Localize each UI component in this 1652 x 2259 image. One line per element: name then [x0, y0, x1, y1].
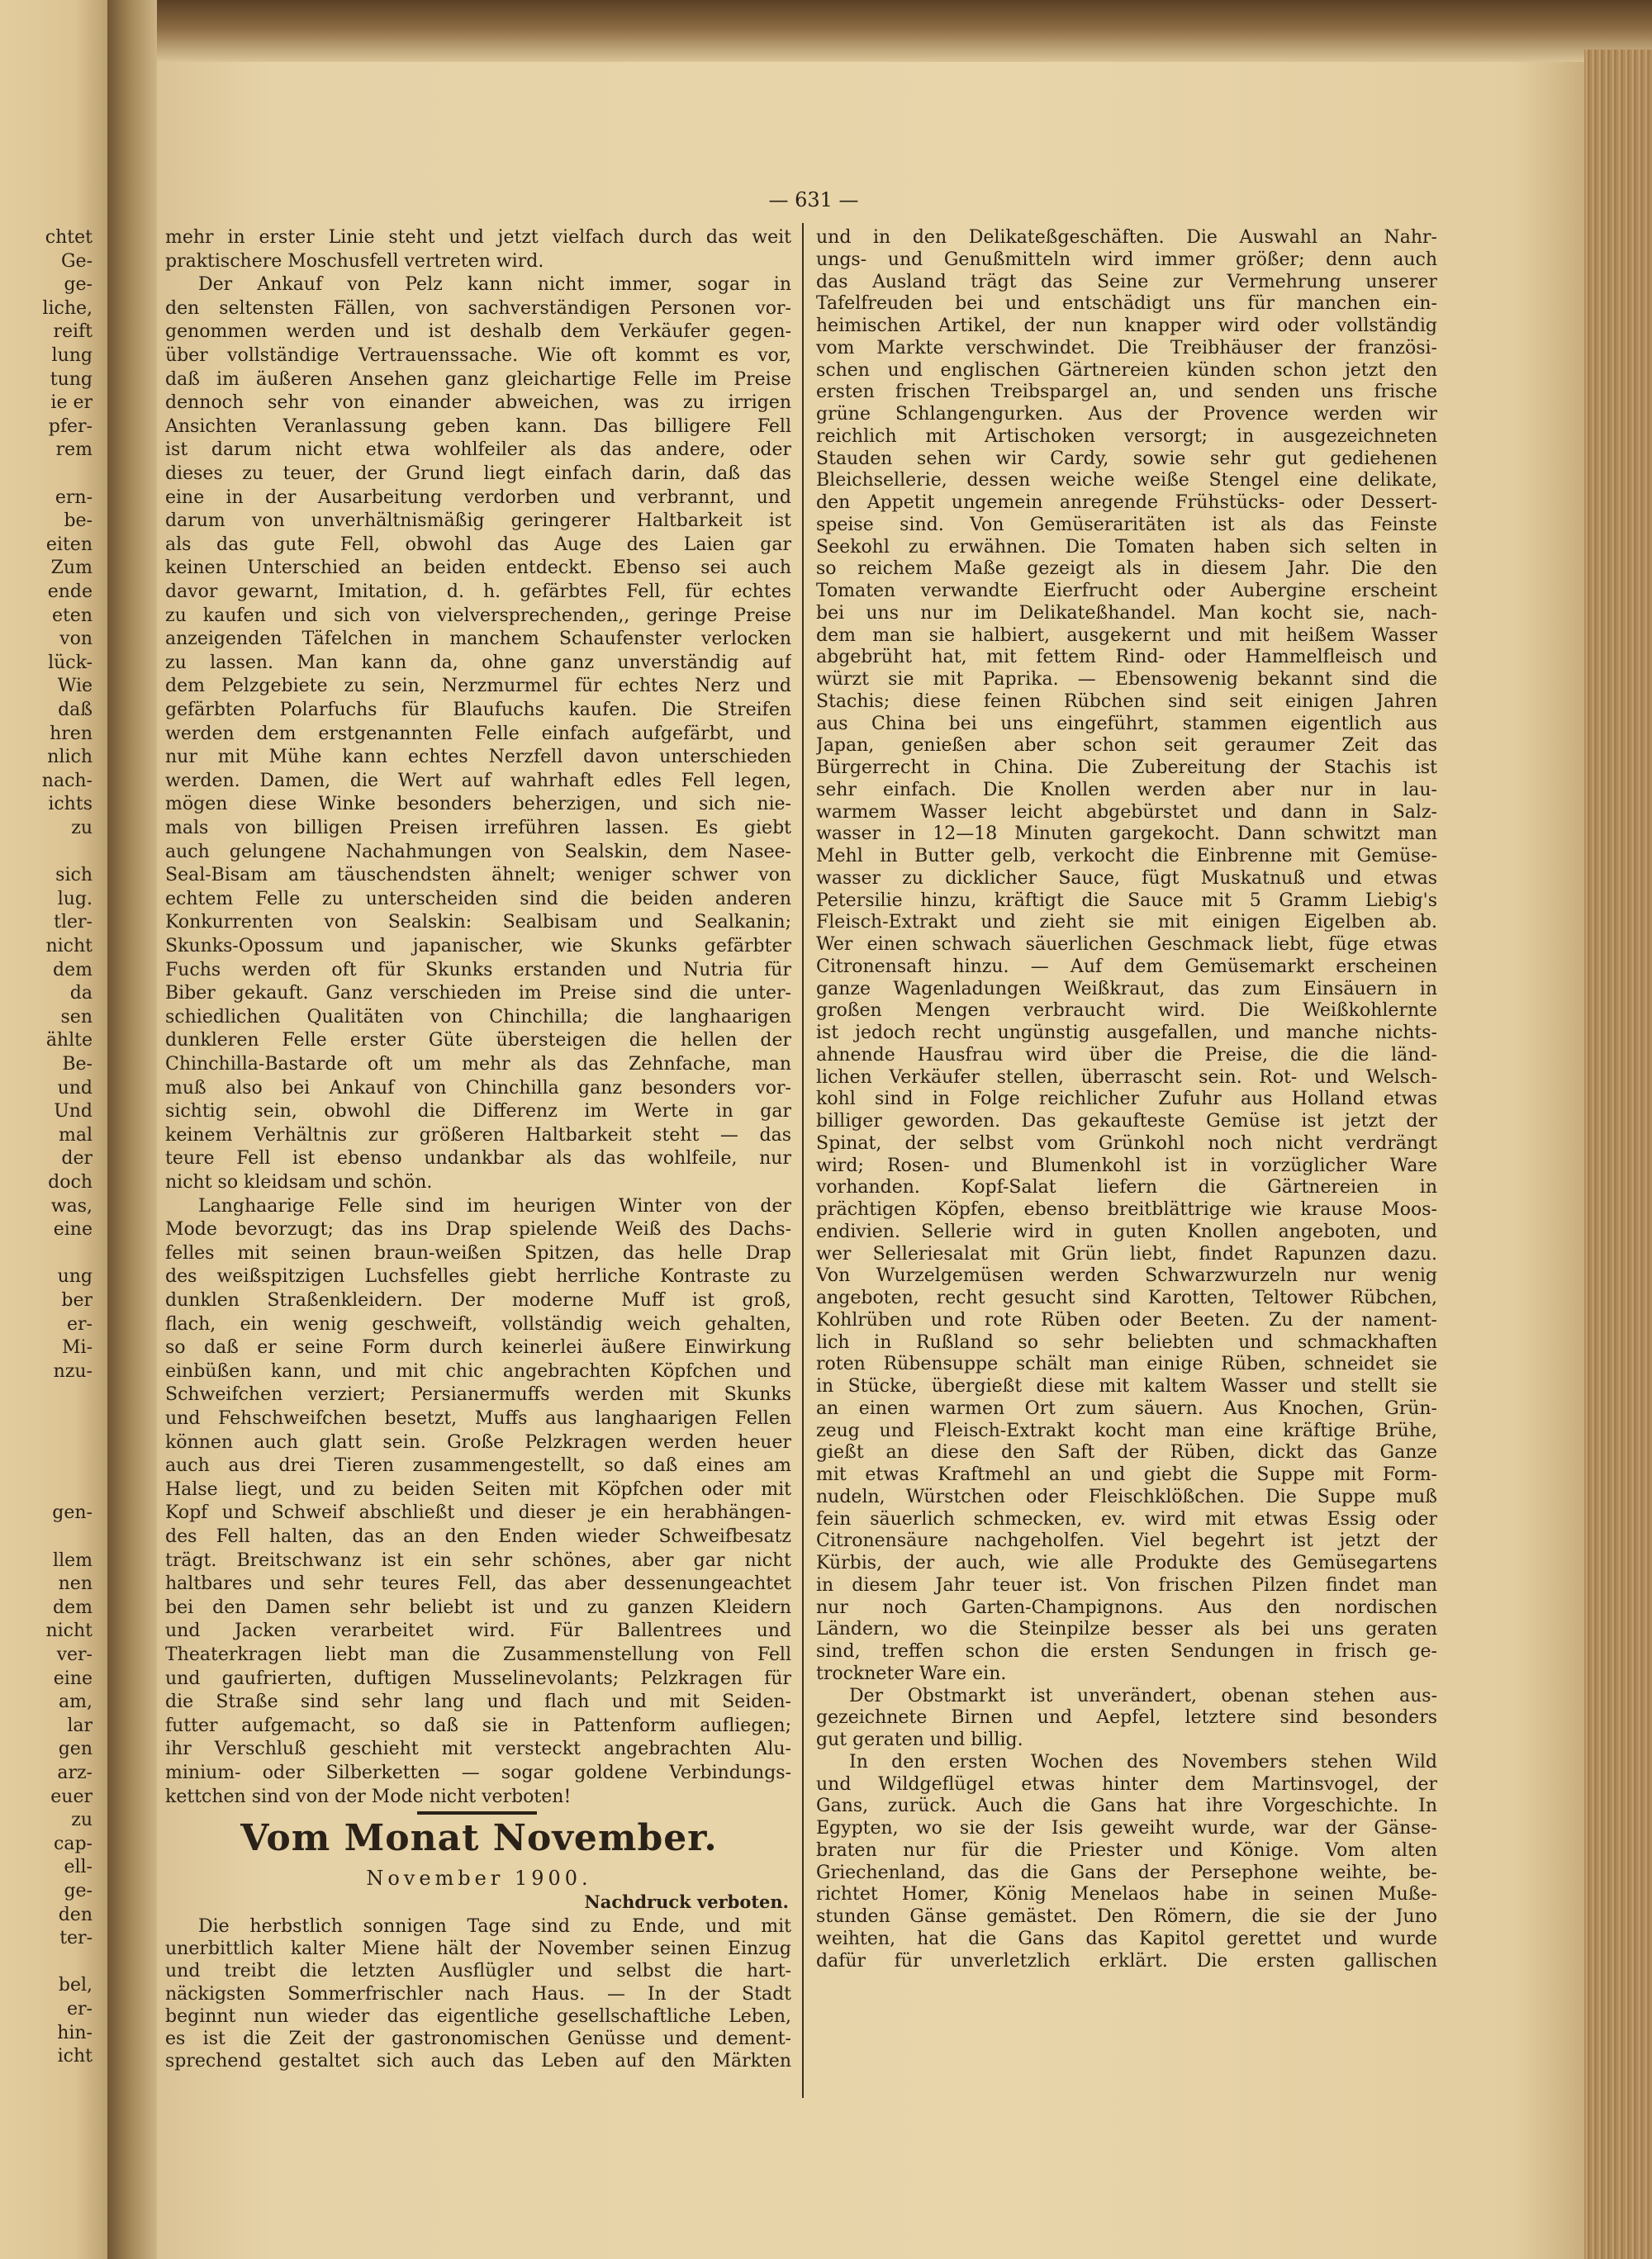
- text-line: wasser in 12—18 Minuten gargekocht. Dann schwitzt man: [816, 823, 1437, 844]
- text-line: wer Selleriesalat mit Grün liebt, findet Rapunzen dazu.: [816, 1244, 1437, 1265]
- text-line: vorhanden. Kopf-Salat liefern die Gärtnereien in: [816, 1177, 1437, 1198]
- article-date: November 1900.: [366, 1867, 592, 1890]
- text-line: Der Obstmarkt ist unverändert, obenan stehen aus-: [849, 1686, 1437, 1706]
- book-top-edge: [157, 0, 1652, 62]
- text-line: daß im äußeren Ansehen ganz gleichartige Felle im Preise: [165, 369, 791, 390]
- page-number: — 631 —: [768, 188, 859, 211]
- text-line: an einen warmen Ort zum säuern. Aus Knochen, Grün-: [816, 1398, 1437, 1419]
- fragment-text: eine: [53, 1668, 93, 1689]
- text-line: Tomaten verwandte Eierfrucht oder Aubergine erscheint: [816, 581, 1437, 601]
- fragment-text: rem: [55, 439, 93, 460]
- fragment-text: ge-: [64, 274, 93, 295]
- text-line: angeboten, recht gesucht sind Karotten, Teltower Rübchen,: [816, 1288, 1437, 1308]
- text-line: Kohlrüben und rote Rüben oder Beeten. Zu der nament-: [816, 1310, 1437, 1331]
- fragment-text: euer: [50, 1787, 93, 1807]
- text-line: Bleichsellerie, dessen weiche weiße Stengel eine delikate,: [816, 470, 1437, 491]
- text-line: dieses zu teuer, der Grund liegt einfach darin, daß das: [165, 463, 791, 484]
- text-line: werden. Damen, die Wert auf wahrhaft edles Fell legen,: [165, 771, 791, 791]
- fragment-text: arz-: [57, 1763, 93, 1783]
- fragment-text: Zum: [50, 558, 93, 578]
- text-line: Kürbis, der auch, wie alle Produkte des Gemüsegartens: [816, 1553, 1437, 1573]
- text-line: lich in Rußland so sehr beliebten und schmackhaften: [816, 1332, 1437, 1353]
- text-line: über vollständige Vertrauenssache. Wie oft kommt es vor,: [165, 345, 791, 366]
- text-line: Griechenland, das die Gans der Persephone weihte, be-: [816, 1863, 1437, 1883]
- text-line: unerbittlich kalter Miene hält der November seinen Einzug: [165, 1939, 791, 1959]
- text-line: es ist die Zeit der gastronomischen Genüsse und dement-: [165, 2029, 791, 2049]
- text-line: Petersilie hinzu, kräftigt die Sauce mit 5 Gramm Liebig's: [816, 890, 1437, 911]
- text-line: Seekohl zu erwähnen. Die Tomaten haben sich selten in: [816, 537, 1437, 558]
- text-line: nicht so kleidsam und schön.: [165, 1172, 433, 1193]
- text-line: billiger geworden. Das gekaufteste Gemüse ist jetzt der: [816, 1111, 1437, 1132]
- text-line: Stachis; diese feinen Rübchen sind seit einigen Jahren: [816, 691, 1437, 712]
- text-line: Chinchilla-Bastarde oft um mehr als das Zehnfache, man: [165, 1054, 791, 1075]
- fragment-text: dem: [53, 960, 93, 980]
- text-line: schen und englischen Gärtnereien künden schon jetzt den: [816, 360, 1437, 381]
- text-line: ersten frischen Treibspargel an, und senden uns frische: [816, 382, 1437, 402]
- text-line: die Straße sind sehr lang und flach und mit Seiden-: [165, 1692, 791, 1712]
- text-line: Citronensaft hinzu. — Auf dem Gemüsemarkt erscheinen: [816, 956, 1437, 977]
- text-line: Schweifchen verziert; Persianermuffs werden mit Skunks: [165, 1384, 791, 1405]
- text-line: mehr in erster Linie steht und jetzt vielfach durch das weit: [165, 227, 791, 248]
- text-line: trägt. Breitschwanz ist ein sehr schönes, aber gar nicht: [165, 1550, 791, 1571]
- text-line: weihten, hat die Gans das Kapitol gerettet und wurde: [816, 1929, 1437, 1949]
- text-line: felles mit seinen braun-weißen Spitzen, das helle Drap: [165, 1243, 791, 1264]
- fragment-text: er-: [67, 1999, 93, 2019]
- text-line: mögen diese Winke besonders beherzigen, und sich nie-: [165, 794, 791, 814]
- text-line: sind, treffen schon die ersten Sendungen in frisch ge-: [816, 1641, 1437, 1662]
- text-line: einbüßen kann, und mit chic angebrachten Köpfchen und: [165, 1361, 791, 1382]
- text-line: warmem Wasser leicht abgebürstet und dann in Salz-: [816, 802, 1437, 823]
- text-line: Bürgerrecht in China. Die Zubereitung der Stachis ist: [816, 757, 1437, 778]
- text-line: mals von billigen Preisen irreführen lassen. Es giebt: [165, 818, 791, 838]
- text-line: mit etwas Kraftmehl an und giebt die Suppe mit Form-: [816, 1464, 1437, 1485]
- text-line: Skunks-Opossum und japanischer, wie Skunks gefärbter: [165, 936, 791, 956]
- fragment-text: ell-: [64, 1857, 93, 1877]
- text-line: bei uns nur im Delikateßhandel. Man kocht sie, nach-: [816, 603, 1437, 624]
- fragment-text: eiten: [45, 534, 93, 555]
- text-line: abgebrüht hat, mit fettem Rind- oder Hammelfleisch und: [816, 647, 1437, 667]
- fragment-text: pfer-: [48, 416, 93, 437]
- text-line: ist darum nicht etwa wohlfeiler als das andere, oder: [165, 439, 791, 460]
- text-line: Mehl in Butter gelb, verkocht die Einbrenne mit Gemüse-: [816, 846, 1437, 866]
- fragment-text: cap-: [54, 1834, 93, 1854]
- text-line: Die herbstlich sonnigen Tage sind zu Ende, und mit: [198, 1916, 791, 1937]
- text-line: vom Markte verschwindet. Die Treibhäuser der französi-: [816, 338, 1437, 358]
- text-line: und in den Delikateßgeschäften. Die Auswahl an Nahr-: [816, 227, 1437, 248]
- text-line: sprechend gestaltet sich auch das Leben auf den Märkten: [165, 2051, 791, 2072]
- text-line: das Ausland trägt das Seine zur Vermehrung unserer: [816, 272, 1437, 292]
- column-divider: [802, 223, 804, 2098]
- fragment-text: ie er: [50, 392, 93, 413]
- section-divider: [417, 1811, 537, 1815]
- fragment-text: zu: [71, 1810, 93, 1830]
- text-line: können auch glatt sein. Große Pelzkragen werden heuer: [165, 1432, 791, 1453]
- text-line: echtem Felle zu unterscheiden sind die beiden anderen: [165, 889, 791, 909]
- text-line: wird; Rosen- und Blumenkohl ist in vorzüglicher Ware: [816, 1156, 1437, 1176]
- text-line: nur noch Garten-Champignons. Aus den nordischen: [816, 1597, 1437, 1618]
- fragment-text: nicht: [45, 1621, 93, 1641]
- fragment-text: nicht: [45, 936, 93, 956]
- text-line: kohl sind in Folge reichlicher Zufuhr aus Holland etwas: [816, 1089, 1437, 1109]
- fragment-text: tler-: [54, 912, 93, 933]
- text-line: näckigsten Sommerfrischler nach Haus. — In der Stadt: [165, 1984, 791, 2005]
- text-line: Fleisch-Extrakt und zieht sie mit einigen Eigelben ab.: [816, 912, 1437, 933]
- text-line: nur mit Mühe kann echtes Nerzfell davon unterschieden: [165, 747, 791, 767]
- text-line: praktischere Moschusfell vertreten wird.: [165, 251, 544, 272]
- fragment-text: sen: [60, 1007, 93, 1027]
- fragment-text: lück-: [48, 653, 93, 673]
- text-line: in Stücke, übergießt diese mit kaltem Wasser und stellt sie: [816, 1376, 1437, 1397]
- text-line: Tafelfreuden bei und entschädigt uns für manchen ein-: [816, 293, 1437, 314]
- fragment-text: ung: [57, 1266, 93, 1287]
- text-line: und treibt die letzten Ausflügler und selbst die hart-: [165, 1961, 791, 1981]
- fragment-text: ter-: [59, 1928, 93, 1948]
- text-line: so daß er seine Form durch keinerlei äußere Einwirkung: [165, 1337, 791, 1358]
- text-line: lichen Verkäufer stellen, überrascht sein. Rot- und Welsch-: [816, 1067, 1437, 1088]
- text-line: dem man sie halbiert, ausgekernt und mit heißem Wasser: [816, 625, 1437, 646]
- text-line: ahnende Hausfrau wird über die Preise, die die länd-: [816, 1045, 1437, 1065]
- fragment-text: reift: [53, 321, 93, 342]
- text-line: Ansichten Veranlassung geben kann. Das billigere Fell: [165, 416, 791, 437]
- fragment-text: daß: [58, 700, 93, 720]
- fragment-text: er-: [67, 1314, 93, 1335]
- fragment-text: Ge-: [60, 251, 93, 272]
- fragment-text: lar: [67, 1716, 93, 1736]
- text-line: kettchen sind von der Mode nicht verboten!: [165, 1787, 572, 1807]
- text-line: beginnt nun wieder das eigentliche gesellschaftliche Leben,: [165, 2006, 791, 2027]
- text-line: teure Fell ist ebenso undankbar als das wohlfeile, nur: [165, 1148, 791, 1169]
- fragment-text: ichts: [48, 794, 93, 814]
- text-line: trockneter Ware ein.: [816, 1663, 1007, 1684]
- fragment-text: ern-: [55, 487, 93, 508]
- fragment-text: doch: [48, 1172, 93, 1193]
- text-line: auch gelungene Nachahmungen von Sealskin, dem Nasee-: [165, 842, 791, 862]
- text-line: aus China bei uns eingeführt, stammen eigentlich aus: [816, 714, 1437, 734]
- fragment-text: da: [69, 983, 93, 1004]
- text-line: Langhaarige Felle sind im heurigen Winter von der: [198, 1196, 791, 1217]
- fragment-text: Be-: [62, 1054, 93, 1075]
- fragment-text: nlich: [47, 747, 93, 767]
- text-line: anzeigenden Täfelchen in manchem Schaufenster verlocken: [165, 629, 791, 649]
- text-line: muß also bei Ankauf von Chinchilla ganz besonders vor-: [165, 1078, 791, 1099]
- text-line: eine in der Ausarbeitung verdorben und verbrannt, und: [165, 487, 791, 508]
- text-line: Egypten, wo sie der Isis geweiht wurde, war der Gänse-: [816, 1818, 1437, 1839]
- text-line: Halse liegt, und zu beiden Seiten mit Köpfchen oder mit: [165, 1479, 791, 1500]
- text-line: und Fehschweifchen besetzt, Muffs aus langhaarigen Fellen: [165, 1408, 791, 1429]
- fragment-text: ver-: [56, 1644, 93, 1665]
- text-line: genommen werden und ist deshalb dem Verkäufer gegen-: [165, 321, 791, 342]
- fragment-text: tung: [50, 369, 93, 390]
- text-line: des weißspitzigen Luchsfelles giebt herrliche Kontraste zu: [165, 1266, 791, 1287]
- text-line: gießt an diese den Saft der Rüben, dickt das Ganze: [816, 1442, 1437, 1463]
- fragment-text: nen: [58, 1573, 93, 1594]
- text-line: Citronensäure nachgeholfen. Viel begehrt ist jetzt der: [816, 1531, 1437, 1551]
- page-edges: [1584, 50, 1652, 2259]
- fragment-text: dem: [53, 1597, 93, 1618]
- text-line: roten Rübensuppe schält man einige Rüben, schneidet sie: [816, 1354, 1437, 1374]
- fragment-text: gen-: [52, 1502, 93, 1523]
- text-line: schiedlichen Qualitäten von Chinchilla; die langhaarigen: [165, 1007, 791, 1027]
- text-line: gezeichnete Birnen und Aepfel, letztere sind besonders: [816, 1707, 1437, 1728]
- fragment-text: mal: [58, 1125, 93, 1146]
- text-line: zeug und Fleisch-Extrakt kocht man eine kräftige Brühe,: [816, 1421, 1437, 1441]
- text-line: Der Ankauf von Pelz kann nicht immer, sogar in: [198, 274, 791, 295]
- text-line: futter aufgemacht, so daß sie in Pattenform aufliegen;: [165, 1716, 791, 1736]
- text-line: dunklen Straßenkleidern. Der moderne Muff ist groß,: [165, 1290, 791, 1311]
- fragment-text: ende: [47, 581, 93, 602]
- text-line: reichlich mit Artischoken versorgt; in ausgezeichneten: [816, 426, 1437, 447]
- text-line: nudeln, Würstchen oder Fleischklößchen. Die Suppe muß: [816, 1487, 1437, 1507]
- text-line: sichtig sein, obwohl die Differenz im Werte in gar: [165, 1101, 791, 1122]
- text-line: dennoch sehr von einander abweichen, was zu irrigen: [165, 392, 791, 413]
- text-line: prächtigen Köpfen, ebenso breitblättrige wie krause Moos-: [816, 1199, 1437, 1220]
- text-line: davor gewarnt, Imitation, d. h. gefärbtes Fell, für echtes: [165, 581, 791, 602]
- text-line: in diesem Jahr teuer ist. Von frischen Pilzen findet man: [816, 1575, 1437, 1596]
- text-line: zu kaufen und sich von vielversprechenden,, geringe Preise: [165, 605, 791, 626]
- fragment-text: ge-: [64, 1881, 93, 1901]
- text-line: richtet Homer, König Menelaos habe in seinen Muße-: [816, 1884, 1437, 1905]
- text-line: Japan, genießen aber schon seit geraumer Zeit das: [816, 735, 1437, 756]
- text-line: braten nur für die Priester und Könige. Vom alten: [816, 1840, 1437, 1861]
- fragment-text: ählte: [45, 1030, 93, 1051]
- text-line: zu lassen. Man kann da, ohne ganz unverständig auf: [165, 653, 791, 673]
- fragment-text: den: [58, 1905, 93, 1925]
- text-line: Theaterkragen liebt man die Zusammenstellung von Fell: [165, 1644, 791, 1665]
- fragment-text: eten: [51, 605, 93, 626]
- text-line: Wer einen schwach säuerlichen Geschmack liebt, füge etwas: [816, 934, 1437, 955]
- fragment-text: zu: [71, 818, 93, 838]
- text-line: Kopf und Schweif abschließt und dieser je ein herabhängen-: [165, 1502, 791, 1523]
- text-line: ungs- und Genußmitteln wird immer größer; denn auch: [816, 249, 1437, 270]
- text-line: ganze Wagenladungen Weißkraut, das zum Einsäuern in: [816, 979, 1437, 999]
- text-line: keinem Verhältnis zur größeren Haltbarkeit steht — das: [165, 1125, 791, 1146]
- fragment-text: von: [59, 629, 93, 649]
- text-line: ist jedoch recht ungünstig ausgefallen, und manche nichts-: [816, 1023, 1437, 1043]
- text-line: so reichem Maße gezeigt als in diesem Jahr. Die den: [816, 558, 1437, 579]
- fragment-text: hren: [50, 724, 93, 744]
- text-line: fein säuerlich schmecken, ev. wird mit etwas Essig oder: [816, 1509, 1437, 1530]
- text-line: gefärbten Polarfuchs für Blaufuchs kaufen. Die Streifen: [165, 700, 791, 720]
- text-line: Gans, zurück. Auch die Gans hat ihre Vorgeschichte. In: [816, 1796, 1437, 1816]
- text-line: Ländern, wo die Steinpilze besser als bei uns geraten: [816, 1619, 1437, 1640]
- fragment-text: Und: [54, 1101, 93, 1122]
- text-line: heimischen Artikel, der nun knapper wird oder vollständig: [816, 316, 1437, 336]
- text-line: bei den Damen sehr beliebt ist und zu ganzen Kleidern: [165, 1597, 791, 1618]
- text-line: minium- oder Silberketten — sogar goldene Verbindungs-: [165, 1763, 791, 1783]
- fragment-text: gen: [58, 1739, 93, 1759]
- fragment-text: und: [57, 1078, 93, 1099]
- text-line: würzt sie mit Paprika. — Ebensowenig bekannt sind die: [816, 669, 1437, 690]
- text-line: Mode bevorzugt; das ins Drap spielende Weiß des Dachs-: [165, 1219, 791, 1240]
- fragment-text: sich: [55, 865, 93, 885]
- text-line: Von Wurzelgemüsen werden Schwarzwurzeln nur wenig: [816, 1265, 1437, 1286]
- text-line: In den ersten Wochen des Novembers stehen Wild: [849, 1752, 1437, 1773]
- fragment-text: be-: [64, 510, 93, 531]
- text-line: darum von unverhältnismäßig geringerer Haltbarkeit ist: [165, 510, 791, 531]
- article-heading: Vom Monat November.: [240, 1817, 718, 1859]
- text-line: Biber gekauft. Ganz verschieden im Preise sind die unter-: [165, 983, 791, 1004]
- text-line: Seal-Bisam am täuschendsten ähnelt; weniger schwer von: [165, 865, 791, 885]
- text-line: sehr einfach. Die Knollen werden aber nur in lau-: [816, 780, 1437, 800]
- fragment-text: llem: [53, 1550, 93, 1571]
- text-line: gut geraten und billig.: [816, 1730, 1023, 1750]
- fragment-text: chtet: [45, 227, 93, 248]
- text-line: haltbares und sehr teures Fell, das aber dessenungeachtet: [165, 1573, 791, 1594]
- text-line: stunden Gänse gemästet. Den Römern, die sie der Juno: [816, 1906, 1437, 1927]
- text-line: endivien. Sellerie wird in guten Knollen angeboten, und: [816, 1222, 1437, 1242]
- text-line: keinen Unterschied an beiden entdeckt. Ebenso sei auch: [165, 558, 791, 578]
- text-line: grüne Schlangengurken. Aus der Provence werden wir: [816, 404, 1437, 425]
- fragment-text: bel,: [58, 1975, 93, 1996]
- text-line: des Fell halten, das an den Enden wieder Schweifbesatz: [165, 1526, 791, 1547]
- text-line: werden dem erstgenannten Felle einfach aufgefärbt, und: [165, 724, 791, 744]
- fragment-text: lung: [51, 345, 93, 366]
- fragment-text: lug.: [57, 889, 93, 909]
- fragment-text: nach-: [41, 771, 93, 791]
- fragment-text: icht: [57, 2046, 93, 2067]
- text-line: und gaufrierten, duftigen Musselinevolants; Pelzkragen für: [165, 1668, 791, 1689]
- fragment-text: eine: [53, 1219, 93, 1240]
- fragment-text: liche,: [42, 298, 93, 319]
- text-line: speise sind. Von Gemüseraritäten ist als das Feinste: [816, 515, 1437, 535]
- text-line: dunkleren Felle erster Güte übersteigen die hellen der: [165, 1030, 791, 1051]
- fragment-text: was,: [50, 1196, 93, 1217]
- fragment-text: hin-: [57, 2023, 93, 2043]
- text-line: flach, ein wenig geschweift, vollständig weich gehalten,: [165, 1314, 791, 1335]
- text-line: auch aus drei Tieren zusammengestellt, so daß eines am: [165, 1455, 791, 1476]
- text-line: den Appetit ungemein anregende Frühstücks- oder Dessert-: [816, 492, 1437, 513]
- text-line: Konkurrenten von Sealskin: Sealbisam und Sealkanin;: [165, 912, 791, 933]
- fragment-text: ber: [61, 1290, 93, 1311]
- text-line: dafür für unverletzlich erklärt. Die ersten gallischen: [816, 1951, 1437, 1972]
- reprint-notice: Nachdruck verboten.: [584, 1891, 789, 1912]
- text-line: wasser zu dicklicher Sauce, fügt Muskatnuß und etwas: [816, 868, 1437, 889]
- text-line: Stauden sehen wir Cardy, sowie sehr gut gediehenen: [816, 448, 1437, 469]
- fragment-text: nzu-: [53, 1361, 93, 1382]
- fragment-text: Wie: [57, 676, 93, 696]
- text-line: ihr Verschluß geschieht mit versteckt angebrachten Alu-: [165, 1739, 791, 1759]
- text-line: und Wildgeflügel etwas hinter dem Martinsvogel, der: [816, 1774, 1437, 1795]
- fragment-text: am,: [59, 1692, 93, 1712]
- text-line: den seltensten Fällen, von sachverständigen Personen vor-: [165, 298, 791, 319]
- text-line: und Jacken verarbeitet wird. Für Ballentrees und: [165, 1621, 791, 1641]
- fragment-text: der: [61, 1148, 93, 1169]
- text-line: großen Mengen verbraucht wird. Die Weißkohlernte: [816, 1000, 1437, 1021]
- text-line: als das gute Fell, obwohl das Auge des Laien gar: [165, 534, 791, 555]
- text-line: Fuchs werden oft für Skunks erstanden und Nutria für: [165, 960, 791, 980]
- text-line: dem Pelzgebiete zu sein, Nerzmurmel für echtes Nerz und: [165, 676, 791, 696]
- text-line: Spinat, der selbst vom Grünkohl noch nicht verdrängt: [816, 1133, 1437, 1154]
- fragment-text: Mi-: [62, 1337, 93, 1358]
